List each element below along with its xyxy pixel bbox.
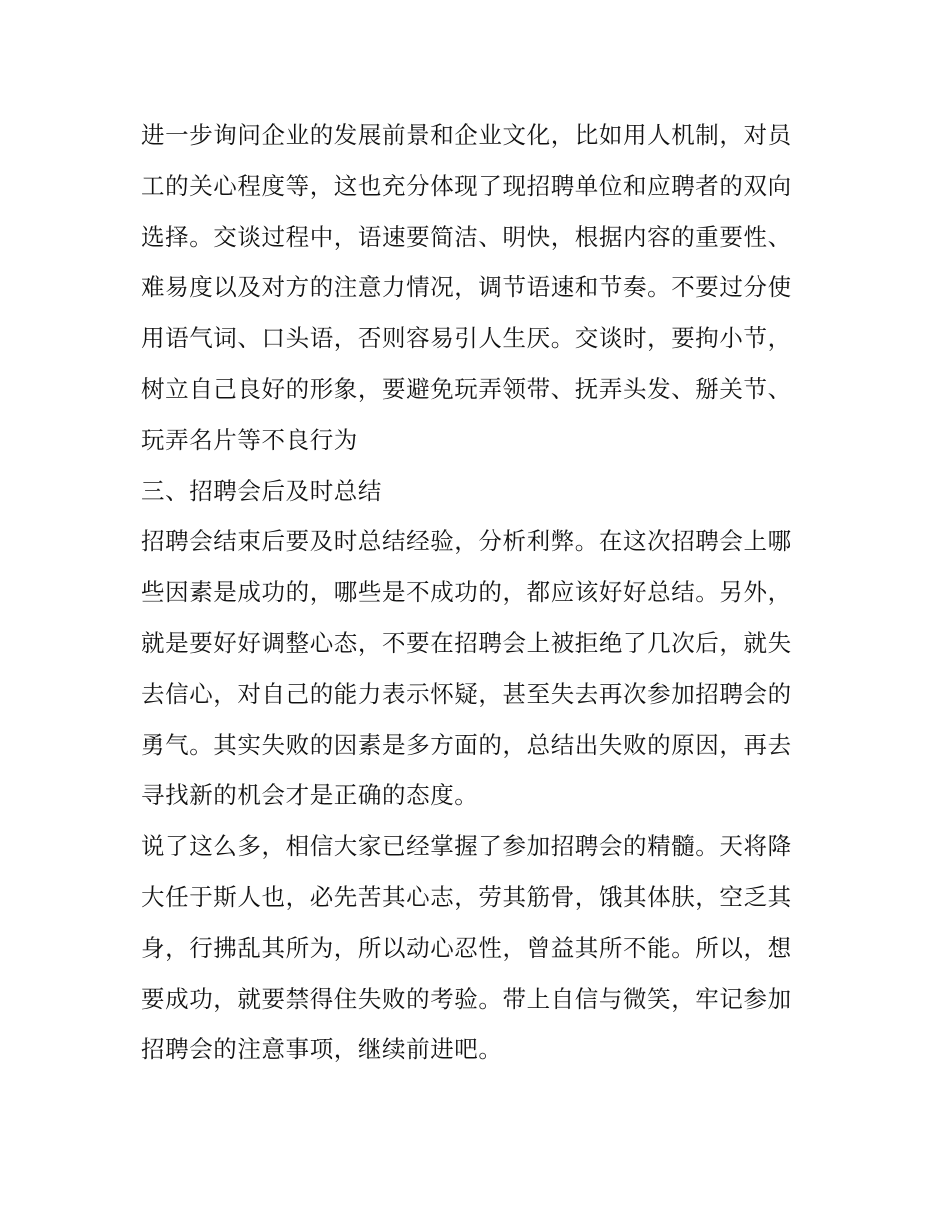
body-text-line: 招聘会结束后要及时总结经验，分析利弊。在这次招聘会上哪 xyxy=(141,527,792,556)
body-text-line: 些因素是成功的，哪些是不成功的，都应该好好总结。另外， xyxy=(141,578,792,607)
body-text-line: 身，行拂乱其所为，所以动心忍性，曾益其所不能。所以，想 xyxy=(141,933,792,962)
body-text-line: 难易度以及对方的注意力情况，调节语速和节奏。不要过分使 xyxy=(141,273,792,302)
body-text-line: 用语气词、口头语，否则容易引人生厌。交谈时，要拘小节， xyxy=(141,324,792,353)
body-text-line: 招聘会的注意事项，继续前进吧。 xyxy=(141,1035,503,1064)
body-text-line: 寻找新的机会才是正确的态度。 xyxy=(141,781,479,810)
body-text-line: 进一步询问企业的发展前景和企业文化，比如用人机制，对员 xyxy=(141,121,792,149)
body-text-line: 树立自己良好的形象，要避免玩弄领带、抚弄头发、掰关节、 xyxy=(141,374,792,403)
body-text-line: 说了这么多，相信大家已经掌握了参加招聘会的精髓。天将降 xyxy=(141,832,792,861)
body-text-line: 勇气。其实失败的因素是多方面的，总结出失败的原因，再去 xyxy=(141,730,792,759)
body-text-line: 玩弄名片等不良行为 xyxy=(141,425,358,454)
document-body xyxy=(141,110,821,1075)
body-text-line: 要成功，就要禁得住失败的考验。带上自信与微笑，牢记参加 xyxy=(141,984,792,1013)
section-heading: 三、招聘会后及时总结 xyxy=(141,476,382,505)
body-text-line: 工的关心程度等，这也充分体现了现招聘单位和应聘者的双向 xyxy=(141,171,792,200)
body-text-line: 就是要好好调整心态，不要在招聘会上被拒绝了几次后，就失 xyxy=(141,628,792,657)
body-text-line: 去信心，对自己的能力表示怀疑，甚至失去再次参加招聘会的 xyxy=(141,679,792,708)
body-text-line: 选择。交谈过程中，语速要简洁、明快，根据内容的重要性、 xyxy=(141,222,792,251)
body-text-line: 大任于斯人也，必先苦其心志，劳其筋骨，饿其体肤，空乏其 xyxy=(141,882,792,911)
